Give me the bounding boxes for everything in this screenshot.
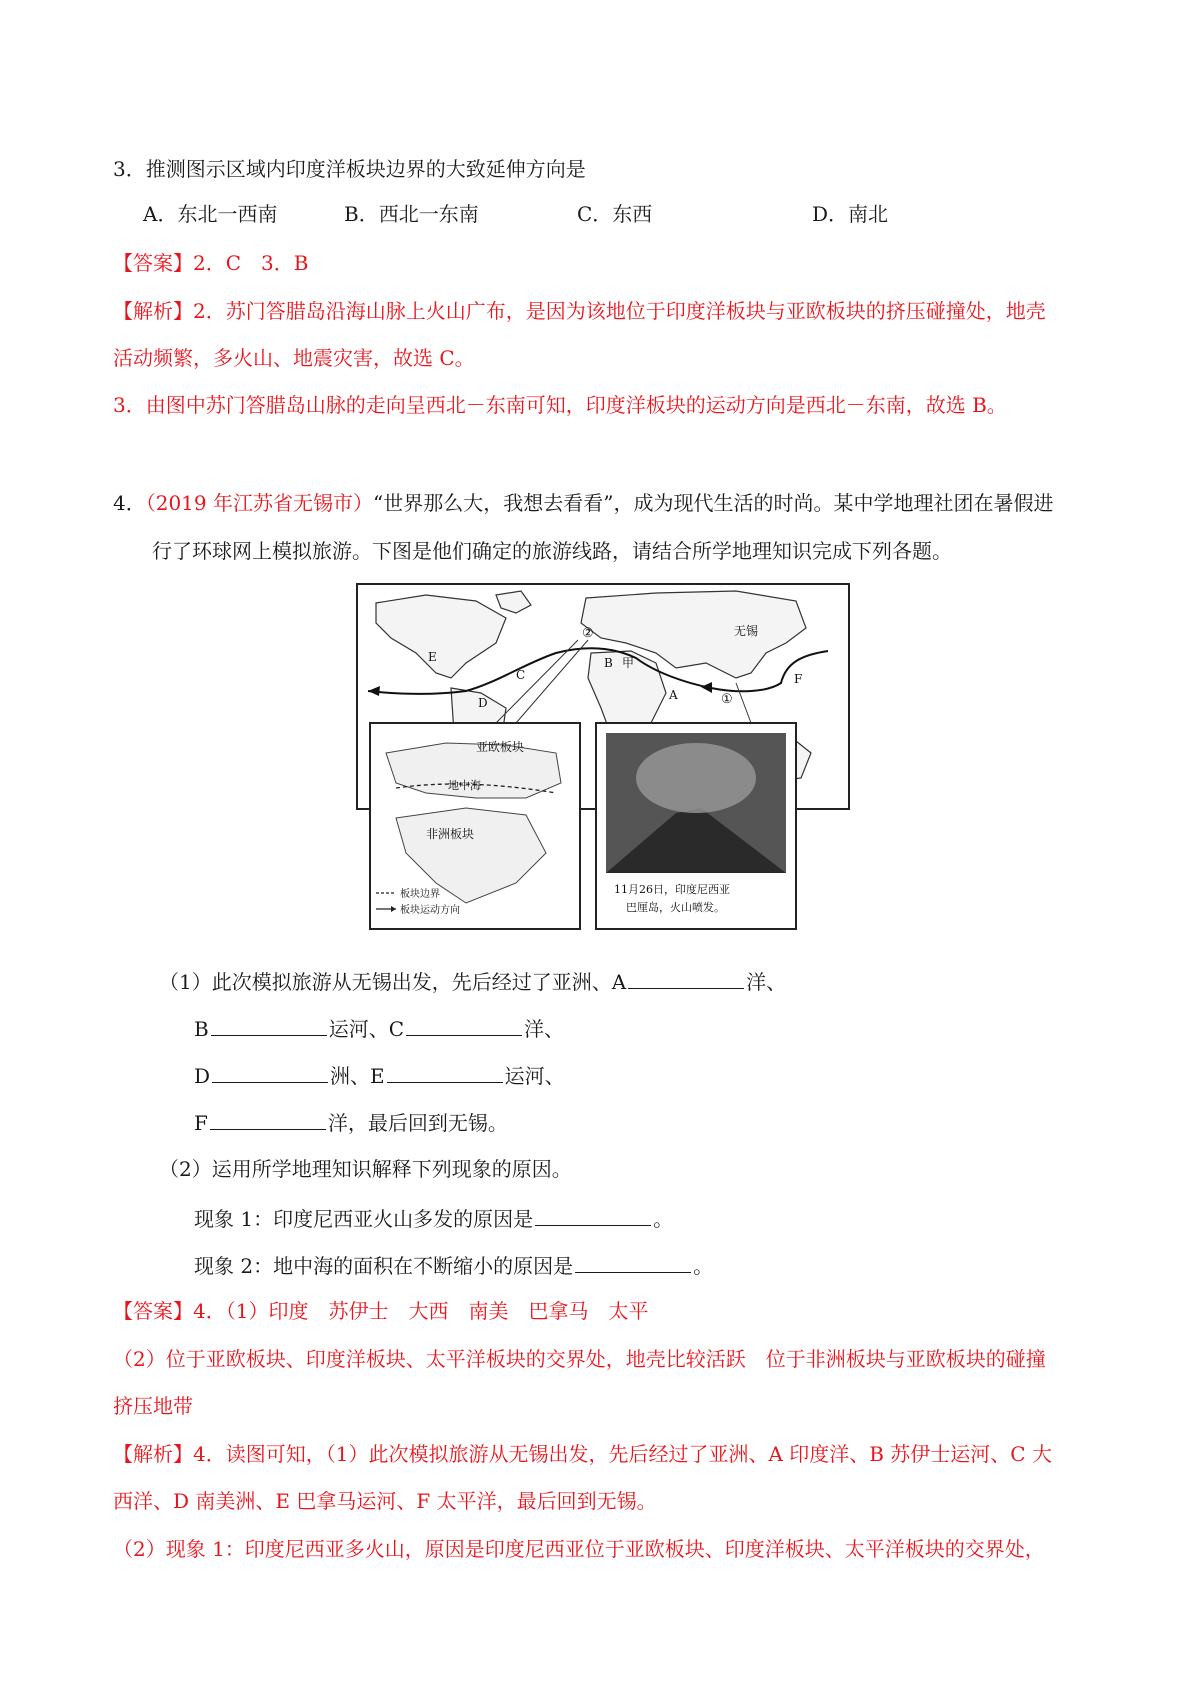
sub1-text: B xyxy=(194,1017,209,1041)
explanation-text: 2．苏门答腊岛沿海山脉上火山广布，是因为该地位于印度洋板块与亚欧板块的挤压碰撞处，地壳 xyxy=(193,299,1046,323)
sub1-text: 洋、 xyxy=(524,1017,565,1041)
question-source: （2019 年江苏省无锡市） xyxy=(145,491,373,515)
label-e: E xyxy=(428,650,437,664)
inset-label-med: 地中海 xyxy=(448,779,481,792)
answer-tag: 【答案】 xyxy=(113,251,193,275)
label-wuxi: 无锡 xyxy=(734,624,759,638)
explanation-2-line2: 活动频繁，多火山、地震灾害，故选 C。 xyxy=(113,346,475,370)
photo-caption-line2: 巴厘岛，火山喷发。 xyxy=(626,901,725,914)
answer-text: 4．（1）印度 苏伊士 大西 南美 巴拿马 太平 xyxy=(193,1299,649,1323)
label-d: D xyxy=(478,696,488,710)
world-route-map xyxy=(356,583,850,933)
sub1-line2 xyxy=(194,1015,564,1042)
explanation-2-line1 xyxy=(113,298,1046,324)
option-b: B．西北一东南 xyxy=(344,202,479,226)
sub1-text: 运河、 xyxy=(504,1064,565,1088)
question-3-stem: 3．推测图示区域内印度洋板块边界的大致延伸方向是 xyxy=(113,157,586,181)
option-a: A．东北一西南 xyxy=(143,202,278,226)
answer-text: 2．C 3．B xyxy=(193,251,309,275)
sub1-line4 xyxy=(194,1109,508,1136)
label-c: C xyxy=(516,668,526,682)
label-f: F xyxy=(794,672,803,686)
answer-blank-p1[interactable] xyxy=(535,1205,651,1226)
label-b: B xyxy=(604,656,613,670)
inset-label-eurasia: 亚欧板块 xyxy=(476,740,525,754)
question-number: 4． xyxy=(113,491,146,515)
phenomenon-1 xyxy=(194,1205,673,1232)
answer-blank-d[interactable] xyxy=(212,1062,328,1083)
answer-4-line3: 挤压地带 xyxy=(113,1394,193,1418)
explanation-tag: 【解析】 xyxy=(113,299,193,323)
answer-2-3 xyxy=(113,250,308,276)
explanation-4-line2: 西洋、D 南美洲、E 巴拿马运河、F 太平洋，最后回到无锡。 xyxy=(113,1489,657,1513)
label-jia: 甲 xyxy=(622,656,635,670)
question-text: “世界那么大，我想去看看”，成为现代生活的时尚。某中学地理社团在暑假进 xyxy=(373,491,1054,515)
answer-tag: 【答案】 xyxy=(113,1299,193,1323)
option-c: C．东西 xyxy=(577,202,653,226)
phenomenon-2 xyxy=(194,1252,713,1279)
legend-movement: 板块运动方向 xyxy=(400,905,460,916)
sub1-text: 洲、E xyxy=(330,1064,385,1088)
answer-4-line1 xyxy=(113,1298,648,1324)
marker-1: ① xyxy=(721,692,733,707)
sub1-line3 xyxy=(194,1062,565,1089)
question-4-line1 xyxy=(113,490,1053,516)
answer-blank-f[interactable] xyxy=(210,1109,326,1130)
question-4-line2: 行了环球网上模拟旅游。下图是他们确定的旅游线路，请结合所学地理知识完成下列各题。 xyxy=(152,539,952,563)
explanation-4-line1 xyxy=(113,1441,1052,1467)
label-a: A xyxy=(669,688,678,702)
sub1-text: 洋，最后回到无锡。 xyxy=(327,1111,508,1135)
volcano-smoke-shape xyxy=(636,743,756,813)
phenomenon-text: 。 xyxy=(653,1207,674,1231)
sub1-text: 运河、C xyxy=(328,1017,405,1041)
sub1-text: F xyxy=(194,1111,208,1135)
phenomenon-text: 。 xyxy=(693,1254,714,1278)
phenomenon-text: 现象 2：地中海的面积在不断缩小的原因是 xyxy=(194,1254,574,1278)
answer-blank-a[interactable] xyxy=(628,968,744,989)
answer-4-line2: （2）位于亚欧板块、印度洋板块、太平洋板块的交界处，地壳比较活跃 位于非洲板块与亚欧板块的碰撞 xyxy=(113,1347,1046,1371)
explanation-4-line3: （2）现象 1：印度尼西亚多火山，原因是印度尼西亚位于亚欧板块、印度洋板块、太平洋板块的交界处， xyxy=(113,1537,1045,1561)
inset-label-africa: 非洲板块 xyxy=(426,827,475,841)
legend-boundary: 板块边界 xyxy=(400,889,440,900)
explanation-tag: 【解析】 xyxy=(113,1442,193,1466)
explanation-text: 4．读图可知，（1）此次模拟旅游从无锡出发，先后经过了亚洲、A 印度洋、B 苏伊士运河、C 大 xyxy=(193,1442,1052,1466)
answer-blank-c[interactable] xyxy=(406,1015,522,1036)
explanation-3: 3．由图中苏门答腊岛山脉的走向呈西北－东南可知，印度洋板块的运动方向是西北－东南，故选 B。 xyxy=(113,393,1007,417)
phenomenon-text: 现象 1：印度尼西亚火山多发的原因是 xyxy=(194,1207,534,1231)
option-d: D．南北 xyxy=(812,202,889,226)
answer-blank-e[interactable] xyxy=(387,1062,503,1083)
sub2-intro: （2）运用所学地理知识解释下列现象的原因。 xyxy=(159,1157,572,1181)
sub1-text: 洋、 xyxy=(746,970,787,994)
sub1-line1 xyxy=(159,968,786,995)
answer-blank-p2[interactable] xyxy=(575,1252,691,1273)
marker-2: ② xyxy=(582,626,594,641)
sub1-text: （1）此次模拟旅游从无锡出发，先后经过了亚洲、A xyxy=(159,970,627,994)
photo-caption-line1: 11月26日，印度尼西亚 xyxy=(614,883,730,896)
sub1-text: D xyxy=(194,1064,211,1088)
answer-blank-b[interactable] xyxy=(211,1015,327,1036)
